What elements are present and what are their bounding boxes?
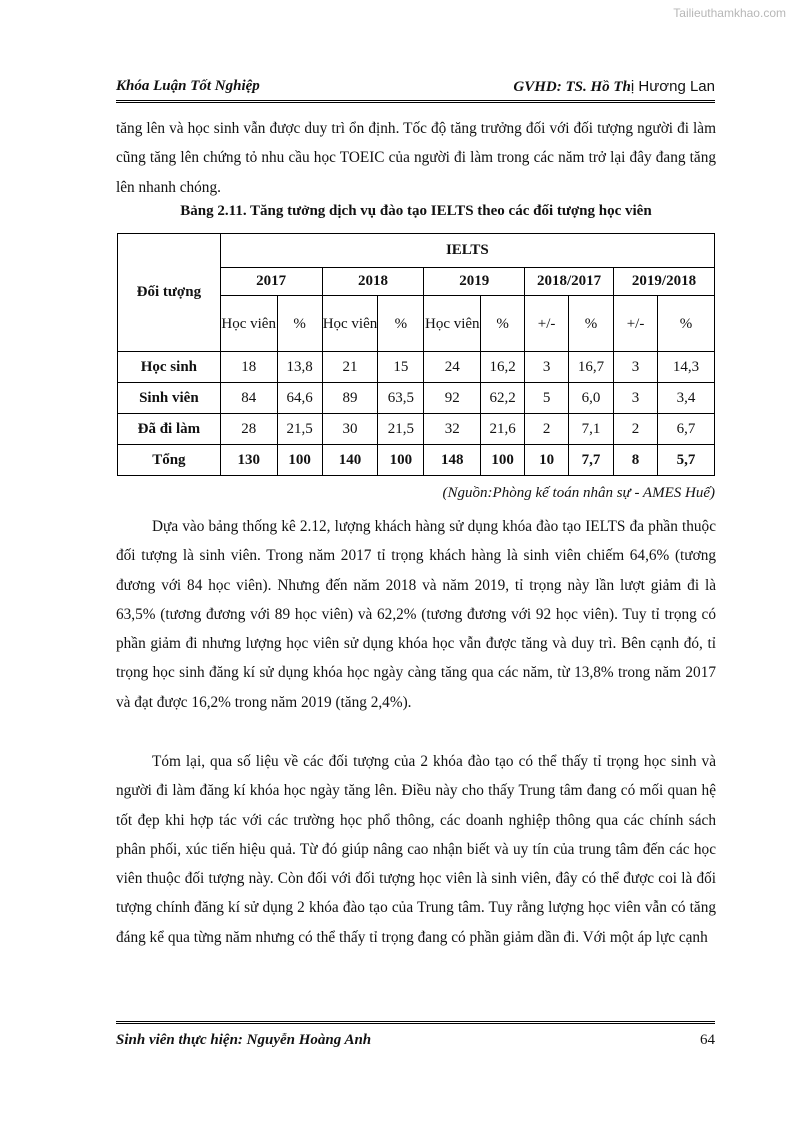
- header-thesis-title: Khóa Luận Tốt Nghiệp: [116, 78, 260, 94]
- cell: 5,7: [657, 445, 714, 476]
- subheader: Học viên: [424, 296, 481, 352]
- table-row: [118, 352, 715, 383]
- cell: 16,2: [481, 352, 525, 383]
- ielts-table: [117, 233, 715, 476]
- cell: 3: [525, 352, 569, 383]
- cell: 15: [378, 352, 424, 383]
- cell: 2: [614, 414, 658, 445]
- cell: 30: [322, 414, 378, 445]
- cell: 3,4: [657, 383, 714, 414]
- summary-paragraph: [116, 747, 716, 952]
- cell: 21: [322, 352, 378, 383]
- header-year: 2019/2018: [614, 268, 715, 296]
- table-row: [118, 383, 715, 414]
- cell: 64,6: [277, 383, 322, 414]
- table-caption: Bảng 2.11. Tăng tưởng dịch vụ đào tạo IELTS theo các đối tượng học viên: [180, 203, 652, 219]
- subheader: Học viên: [220, 296, 277, 352]
- header-year: 2019: [424, 268, 525, 296]
- cell: 100: [378, 445, 424, 476]
- cell: 148: [424, 445, 481, 476]
- subheader: %: [481, 296, 525, 352]
- subheader: %: [657, 296, 714, 352]
- cell: 7,1: [569, 414, 614, 445]
- cell: 21,5: [378, 414, 424, 445]
- header-year: 2018/2017: [525, 268, 614, 296]
- row-label: Tổng: [118, 445, 221, 476]
- cell: 16,7: [569, 352, 614, 383]
- cell: 100: [277, 445, 322, 476]
- footer-student: Sinh viên thực hiện: Nguyễn Hoàng Anh: [116, 1032, 372, 1048]
- page-number: 64: [700, 1032, 715, 1048]
- page-header: [116, 78, 715, 103]
- cell: 18: [220, 352, 277, 383]
- cell: 6,0: [569, 383, 614, 414]
- cell: 13,8: [277, 352, 322, 383]
- cell: 3: [614, 352, 658, 383]
- header-object: Đối tượng: [118, 234, 221, 352]
- cell: 21,6: [481, 414, 525, 445]
- cell: 14,3: [657, 352, 714, 383]
- subheader: %: [277, 296, 322, 352]
- header-advisor-plain: ị Hương Lan: [630, 78, 715, 95]
- cell: 84: [220, 383, 277, 414]
- cell: 8: [614, 445, 658, 476]
- cell: 24: [424, 352, 481, 383]
- subheader: +/-: [525, 296, 569, 352]
- table-source: (Nguồn:Phòng kế toán nhân sự - AMES Huế): [442, 485, 715, 501]
- header-year: 2018: [322, 268, 424, 296]
- cell: 92: [424, 383, 481, 414]
- subheader: %: [378, 296, 424, 352]
- row-label: Học sinh: [118, 352, 221, 383]
- cell: 32: [424, 414, 481, 445]
- subheader: %: [569, 296, 614, 352]
- table-row-total: [118, 445, 715, 476]
- analysis-paragraph: [116, 512, 716, 717]
- subheader: +/-: [614, 296, 658, 352]
- cell: 7,7: [569, 445, 614, 476]
- cell: 3: [614, 383, 658, 414]
- intro-paragraph: [116, 114, 716, 202]
- table-row: [118, 414, 715, 445]
- cell: 6,7: [657, 414, 714, 445]
- header-year: 2017: [220, 268, 322, 296]
- cell: 140: [322, 445, 378, 476]
- intro-paragraph-text: tăng lên và học sinh vẫn được duy trì ổn định. Tốc độ tăng trưởng đối với đối tượng người đi làm cũng tăng lên chứng tỏ nhu cầu học TOEIC của người đi làm trong các năm trở lại đây đang tăng lên nhanh chóng.: [116, 120, 716, 196]
- summary-paragraph-text: Tóm lại, qua số liệu về các đối tượng của 2 khóa đào tạo có thể thấy tỉ trọng học sinh và người đi làm đăng kí khóa học ngày tăng lên. Điều này cho thấy Trung tâm đang có mối quan hệ tốt đẹp khi hợp tác với các trường học phổ thông, các doanh nghiệp thông qua các chính sách phân phối, xúc tiến hiệu quả. Từ đó giúp nâng cao nhận biết và uy tín của trung tâm đến các học viên thuộc đối tượng này. Còn đối với đối tượng học viên là sinh viên, đây có thể được coi là đối tượng chính đăng kí sử dụng 2 khóa đào tạo của Trung tâm. Tuy rằng lượng học viên vẫn có tăng đáng kể qua từng năm nhưng có thể thấy tỉ trọng đang có phần giảm dần đi. Với một áp lực cạnh: [116, 753, 716, 946]
- cell: 2: [525, 414, 569, 445]
- cell: 10: [525, 445, 569, 476]
- watermark: Tailieuthamkhao.com: [673, 6, 786, 20]
- header-advisor-bold: GVHD: TS. Hồ Th: [513, 79, 631, 95]
- row-label: Đã đi làm: [118, 414, 221, 445]
- subheader: Học viên: [322, 296, 378, 352]
- analysis-paragraph-text: Dựa vào bảng thống kê 2.12, lượng khách hàng sử dụng khóa đào tạo IELTS đa phần thuộc đối tượng là sinh viên. Trong năm 2017 tỉ trọng khách hàng là sinh viên chiếm 64,6% (tương đương với 84 học viên). Nhưng đến năm 2018 và năm 2019, tỉ trọng này lần lượt giảm đi là 63,5% (tương đương với 89 học viên) và 62,2% (tương đương với 92 học viên). Tuy tỉ trọng có phần giảm đi nhưng lượng học viên sử dụng khóa học vẫn được tăng và duy trì. Bên cạnh đó, tỉ trọng học sinh đăng kí sử dụng khóa học ngày càng tăng qua các năm, từ 13,8% trong năm 2017 và đạt được 16,2% trong năm 2019 (tăng 2,4%).: [116, 518, 716, 711]
- cell: 63,5: [378, 383, 424, 414]
- header-ielts: IELTS: [220, 234, 714, 268]
- cell: 62,2: [481, 383, 525, 414]
- header-advisor: [513, 78, 715, 96]
- cell: 28: [220, 414, 277, 445]
- cell: 5: [525, 383, 569, 414]
- cell: 100: [481, 445, 525, 476]
- cell: 89: [322, 383, 378, 414]
- cell: 21,5: [277, 414, 322, 445]
- page-footer: [116, 1021, 715, 1049]
- row-label: Sinh viên: [118, 383, 221, 414]
- cell: 130: [220, 445, 277, 476]
